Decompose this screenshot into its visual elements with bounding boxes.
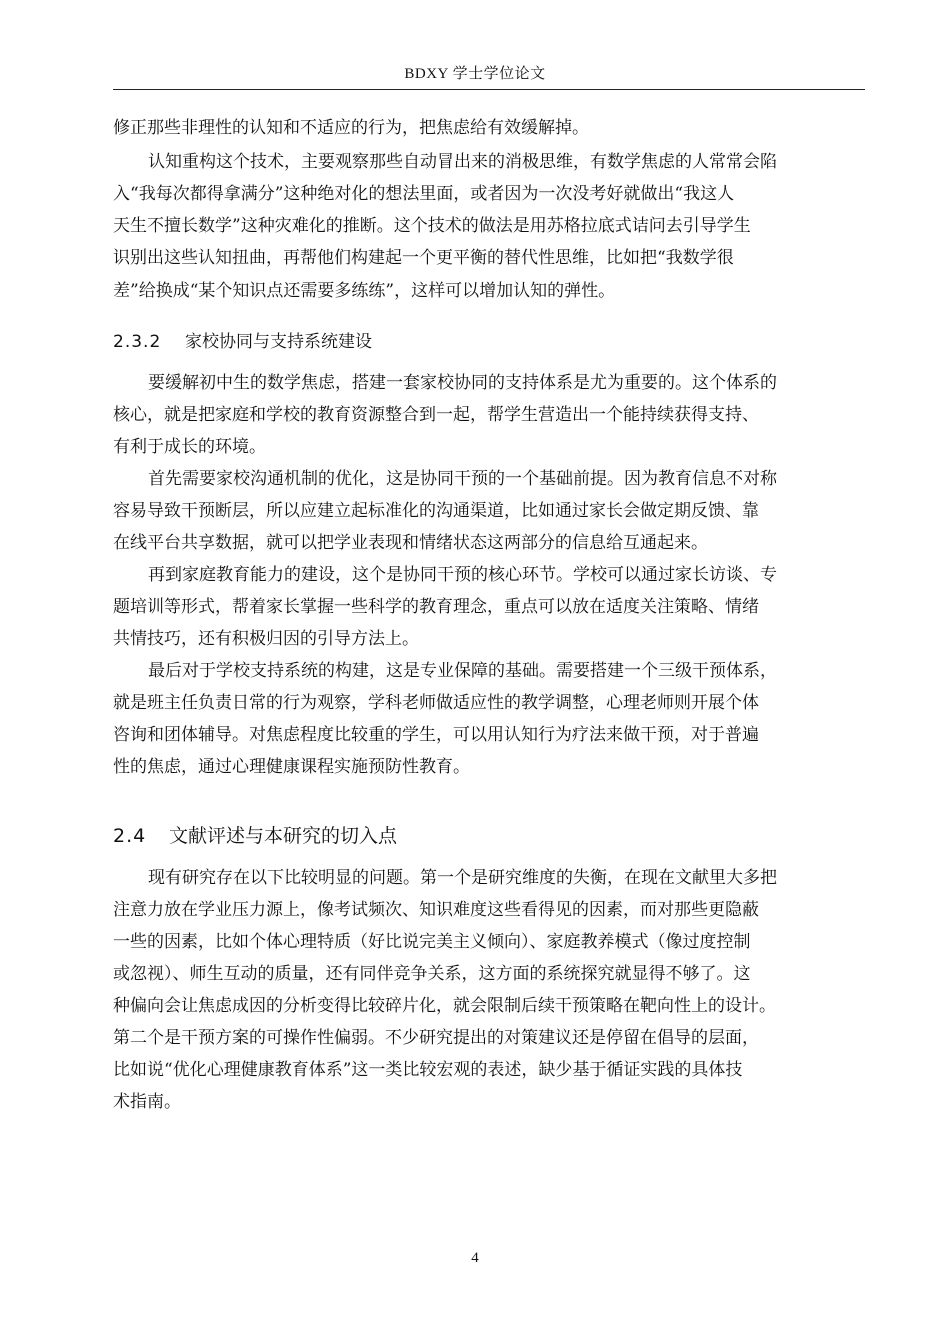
paragraph-line: 认知重构这个技术，主要观察那些自动冒出来的消极思维，有数学焦虑的人常常会陷	[148, 152, 777, 172]
paragraph-line: 就是班主任负责日常的行为观察，学科老师做适应性的教学调整，心理老师则开展个体	[113, 693, 759, 713]
header-divider	[113, 89, 865, 90]
paragraph-line: 咨询和团体辅导。对焦虑程度比较重的学生，可以用认知行为疗法来做干预，对于普遍	[113, 725, 759, 745]
page-number: 4	[471, 1250, 479, 1266]
paragraph-line: 现有研究存在以下比较明显的问题。第一个是研究维度的失衡，在现在文献里大多把	[148, 868, 777, 888]
paragraph-line: 首先需要家校沟通机制的优化，这是协同干预的一个基础前提。因为教育信息不对称	[148, 469, 777, 489]
page-header: BDXY 学士学位论文	[404, 66, 546, 82]
paragraph-line: 注意力放在学业压力源上，像考试频次、知识难度这些看得见的因素，而对那些更隐蔽	[113, 900, 759, 920]
paragraph-line: 最后对于学校支持系统的构建，这是专业保障的基础。需要搭建一个三级干预体系，	[148, 661, 777, 681]
paragraph-line: 有利于成长的环境。	[113, 437, 266, 457]
paragraph-line: 题培训等形式，帮着家长掌握一些科学的教育理念，重点可以放在适度关注策略、情绪	[113, 597, 759, 617]
paragraph-line: 识别出这些认知扭曲，再帮他们构建起一个更平衡的替代性思维，比如把“我数学很	[113, 248, 734, 268]
paragraph-line: 修正那些非理性的认知和不适应的行为，把焦虑给有效缓解掉。	[113, 118, 589, 138]
paragraph-line: 种偏向会让焦虑成因的分析变得比较碎片化，就会限制后续干预策略在靶向性上的设计。	[113, 996, 776, 1016]
paragraph-line: 入“我每次都得拿满分”这种绝对化的想法里面，或者因为一次没考好就做出“我这人	[113, 184, 735, 204]
paragraph-line: 在线平台共享数据，就可以把学业表现和情绪状态这两部分的信息给互通起来。	[113, 533, 708, 553]
paragraph-line: 核心，就是把家庭和学校的教育资源整合到一起，帮学生营造出一个能持续获得支持、	[113, 405, 759, 425]
section-number: 2.3.2	[113, 332, 162, 352]
section-number: 2.4	[113, 825, 147, 847]
section-title: 家校协同与支持系统建设	[185, 332, 372, 352]
paragraph-line: 天生不擅长数学”这种灾难化的推断。这个技术的做法是用苏格拉底式诘问去引导学生	[113, 216, 751, 236]
paragraph-line: 或忽视）、师生互动的质量，还有同伴竞争关系，这方面的系统探究就显得不够了。这	[113, 964, 751, 984]
paragraph-line: 共情技巧，还有积极归因的引导方法上。	[113, 629, 419, 649]
section-heading-2-3-2	[113, 330, 372, 354]
paragraph-line: 术指南。	[113, 1092, 181, 1112]
paragraph-line: 比如说“优化心理健康教育体系”这一类比较宏观的表述，缺少基于循证实践的具体技	[113, 1060, 743, 1080]
section-title: 文献评述与本研究的切入点	[169, 825, 398, 847]
paragraph-line: 再到家庭教育能力的建设，这个是协同干预的核心环节。学校可以通过家长访谈、专	[148, 565, 777, 585]
paragraph-line: 性的焦虑，通过心理健康课程实施预防性教育。	[113, 757, 470, 777]
section-heading-2-4	[113, 823, 397, 849]
paragraph-line: 要缓解初中生的数学焦虑，搭建一套家校协同的支持体系是尤为重要的。这个体系的	[148, 373, 777, 393]
paragraph-line: 第二个是干预方案的可操作性偏弱。不少研究提出的对策建议还是停留在倡导的层面，	[113, 1028, 759, 1048]
paragraph-line: 一些的因素，比如个体心理特质（好比说完美主义倾向）、家庭教养模式（像过度控制	[113, 932, 751, 952]
paragraph-line: 差”给换成“某个知识点还需要多练练”，这样可以增加认知的弹性。	[113, 281, 616, 301]
paragraph-line: 容易导致干预断层，所以应建立起标准化的沟通渠道，比如通过家长会做定期反馈、靠	[113, 501, 759, 521]
